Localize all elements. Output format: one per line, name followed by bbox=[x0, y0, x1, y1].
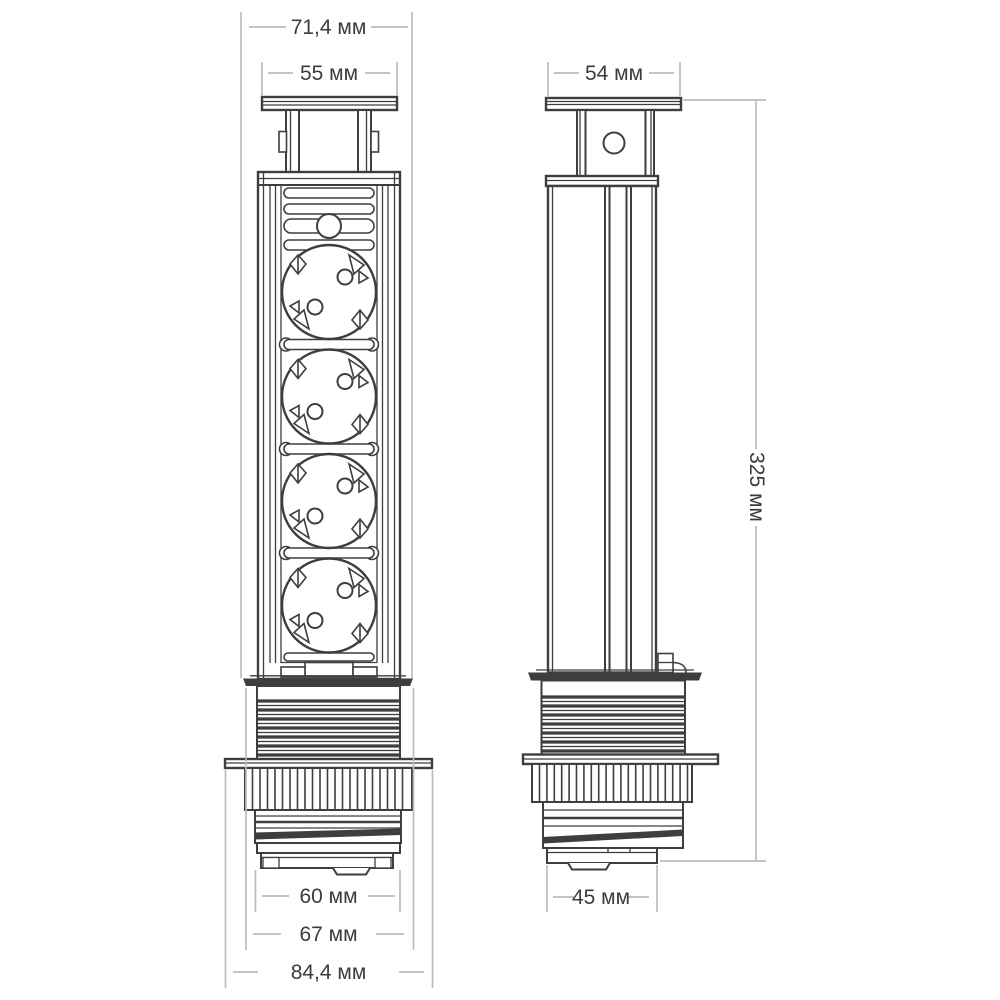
dim-label-front-cap-width: 55 мм bbox=[299, 62, 359, 85]
front-top-cap bbox=[262, 97, 397, 110]
side-base-cap bbox=[547, 848, 657, 870]
side-knurled-nut bbox=[532, 764, 692, 802]
side-neck-hole bbox=[604, 133, 625, 154]
dim-label-front-base-mid-width: 67 мм bbox=[299, 923, 358, 946]
front-view bbox=[225, 97, 432, 875]
side-threaded-section bbox=[542, 681, 686, 755]
dim-label-front-base-ring-width: 84,4 мм bbox=[290, 961, 367, 984]
side-view bbox=[523, 98, 718, 870]
side-column bbox=[548, 186, 656, 673]
front-neck bbox=[279, 110, 379, 172]
dim-label-side-total-height: 325 мм bbox=[745, 452, 768, 522]
front-vent-grille bbox=[284, 188, 374, 238]
side-collar-ring bbox=[523, 755, 718, 765]
front-lower-ribs bbox=[255, 810, 401, 843]
front-base-cap bbox=[257, 843, 400, 875]
front-collar-ring bbox=[225, 759, 432, 768]
side-neck bbox=[546, 110, 658, 186]
dim-label-front-flange-width: 71,4 мм bbox=[290, 16, 367, 39]
socket-4 bbox=[282, 559, 376, 653]
front-knurled-nut bbox=[245, 768, 412, 810]
dim-label-front-base-top-width: 60 мм bbox=[299, 885, 358, 908]
socket-2 bbox=[282, 350, 376, 444]
side-lower-ribs bbox=[543, 802, 683, 848]
front-button bbox=[317, 214, 341, 238]
front-threaded-section bbox=[257, 686, 400, 759]
socket-3 bbox=[282, 454, 376, 548]
dim-label-side-base-width: 45 мм bbox=[571, 886, 631, 909]
dim-label-side-cap-width: 54 мм bbox=[584, 62, 644, 85]
side-top-cap bbox=[546, 98, 681, 110]
socket-1 bbox=[282, 245, 376, 339]
